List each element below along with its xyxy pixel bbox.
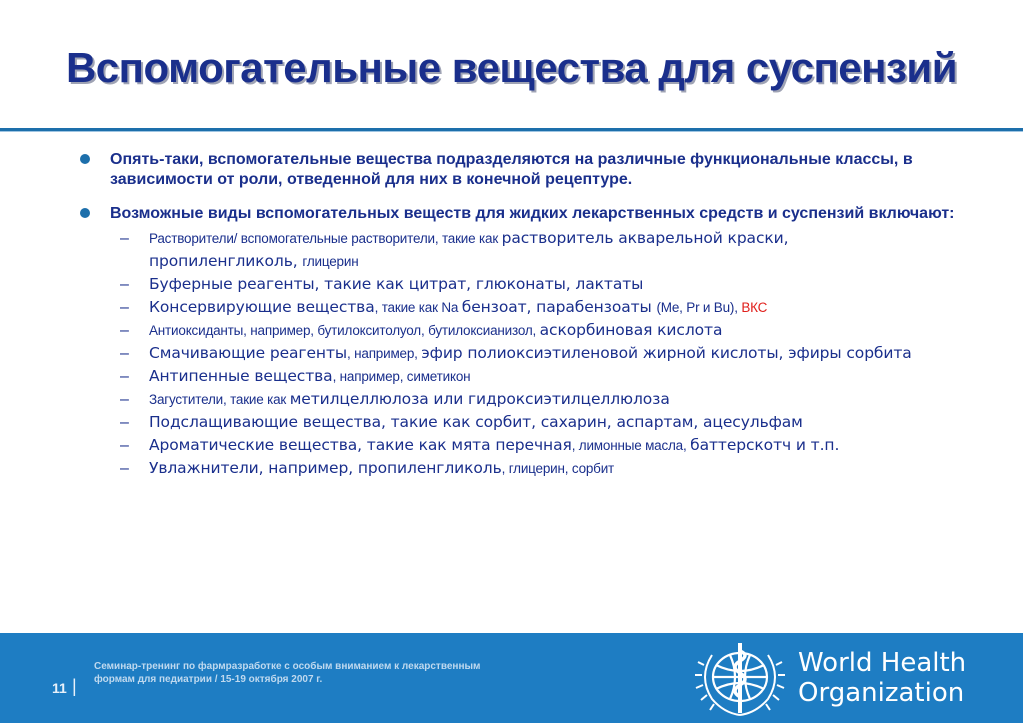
sub-item-solvents: [120, 227, 909, 273]
bullet-text: Опять-таки, вспомогательные вещества подразделяются на различные функциональные классы, в зависимости от роли, отведенной для них в конечной рецептуре.: [110, 151, 913, 188]
sub-item-text: Растворители/ вспомогательные растворители, такие как: [149, 231, 502, 246]
page-number: 11: [52, 680, 67, 696]
sub-item-text: , глицерин, сорбит: [501, 461, 615, 476]
org-name: [798, 648, 966, 708]
bullet-text: Возможные виды вспомогательных веществ для жидких лекарственных средств и суспензий включают:: [110, 205, 955, 222]
sub-item-text: баттерскотч и т.п.: [690, 436, 840, 454]
dash-icon: –: [120, 345, 129, 362]
sub-item-antifoam: [120, 365, 1010, 388]
sub-item-text: эфир полиоксиэтиленовой жирной кислоты, эфиры сорбита: [421, 344, 912, 362]
sub-item-text: Подслащивающие вещества, такие как сорбит, сахарин, аспартам, ацесульфам: [149, 413, 803, 431]
sub-item-wetting-agents: [120, 342, 1010, 365]
sub-item-text: метилцеллюлоза или гидроксиэтилцеллюлоза: [289, 390, 670, 408]
sub-item-text: растворитель акварельной краски, пропиленгликоль,: [149, 229, 789, 270]
bullet-item: [80, 150, 1010, 190]
dash-icon: –: [120, 276, 129, 293]
sub-item-flavours: [120, 434, 1010, 457]
sub-item-buffers: [120, 273, 1010, 296]
page-separator: |: [72, 676, 77, 696]
dash-icon: –: [120, 437, 129, 454]
sub-item-text: Антиоксиданты, например, бутилокситолуол, бутилоксианизол,: [149, 323, 540, 338]
sub-item-text: Антипенные вещества: [149, 367, 333, 385]
who-emblem-icon: [690, 637, 790, 721]
dash-icon: –: [120, 322, 129, 339]
sub-item-text: глицерин: [302, 254, 359, 269]
sub-item-text: Буферные реагенты, такие как цитрат, глюконаты, лактаты: [149, 275, 644, 293]
sub-item-text: Увлажнители, например, пропиленгликоль: [149, 459, 502, 477]
dash-icon: –: [120, 299, 129, 316]
org-name-line2: Organization: [798, 678, 965, 708]
sub-item-text: , такие как Na: [374, 300, 462, 315]
seminar-caption: Семинар-тренинг по фармразработке с особым вниманием к лекарственным формам для педиатрии / 15-19 октября 2007 г.: [94, 661, 481, 685]
sub-item-text: , например,: [347, 346, 422, 361]
dash-icon: –: [120, 230, 129, 247]
bullet-dot-icon: [80, 154, 90, 164]
sub-item-text: аскорбиновая кислота: [539, 321, 723, 339]
sub-item-text: Консервирующие вещества: [149, 298, 375, 316]
sub-item-text: Загустители, такие как: [149, 392, 290, 407]
dash-icon: –: [120, 391, 129, 408]
sub-item-text: , лимонные масла,: [571, 438, 691, 453]
slide-content: [80, 150, 1010, 480]
bullet-item: [80, 204, 1010, 224]
sub-item-text: Смачивающие реагенты: [149, 344, 348, 362]
sub-list: [80, 227, 1010, 480]
title-divider-light: [0, 131, 1023, 132]
dash-icon: –: [120, 460, 129, 477]
dash-icon: –: [120, 368, 129, 385]
sub-item-text: бензоат, парабензоаты: [461, 298, 657, 316]
bullet-dot-icon: [80, 208, 90, 218]
sub-item-text: , например, симетикон: [332, 369, 471, 384]
sub-item-text: (Me, Pr и Bu),: [656, 300, 742, 315]
sub-item-highlight: ВКС: [741, 300, 768, 315]
sub-item-text: Ароматические вещества, такие как мята перечная: [149, 436, 572, 454]
sub-item-thickeners: [120, 388, 1010, 411]
org-name-line1: World Health: [798, 648, 967, 678]
slide-title: Вспомогательные вещества для суспензий: [65, 44, 958, 91]
sub-item-humectants: [120, 457, 1010, 480]
dash-icon: –: [120, 414, 129, 431]
sub-item-sweeteners: [120, 411, 1010, 434]
sub-item-preservatives: [120, 296, 1010, 319]
sub-item-antioxidants: [120, 319, 1010, 342]
